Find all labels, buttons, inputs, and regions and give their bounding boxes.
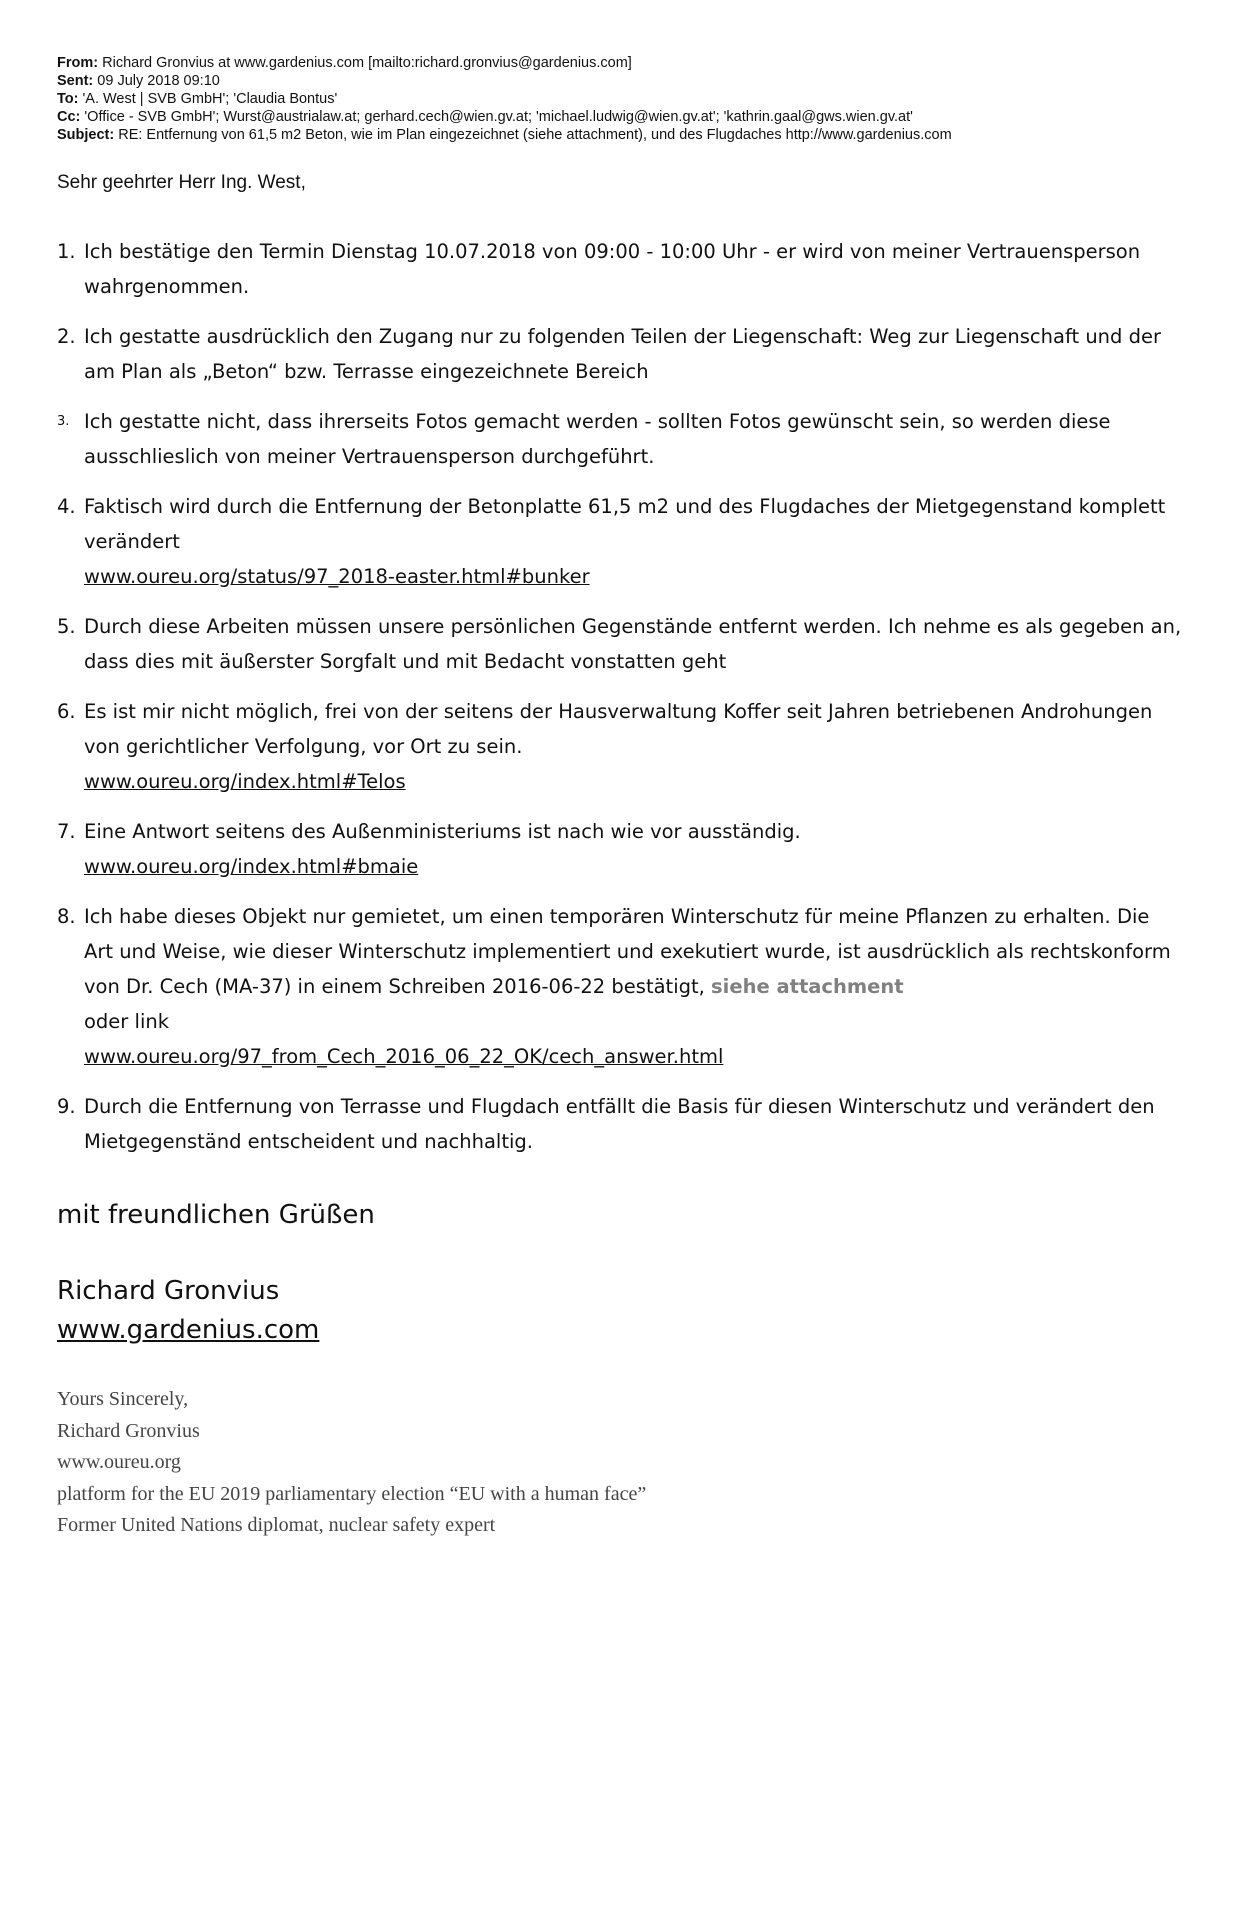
- item-text: Ich habe dieses Objekt nur gemietet, um einen temporären Winterschutz für meine Pflanzen zu erhalten. Die Art und Weise, wie dieser Winterschutz implementiert und exekutiert wurde, ist ausdrücklich als rechtskonform von Dr. Cech (MA-37) in einem Schreiben 2016-06-22 bestätigt,: [84, 905, 1171, 998]
- item-continuation: oder link: [84, 1010, 170, 1033]
- to-value: 'A. West | SVB GmbH'; 'Claudia Bontus': [82, 91, 338, 107]
- list-item: [57, 899, 1182, 1074]
- list-item: [57, 1089, 1182, 1159]
- item-text: Eine Antwort seitens des Außenministeriums ist nach wie vor ausständig.: [84, 820, 801, 843]
- item-text: Durch die Entfernung von Terrasse und Flugdach entfällt die Basis für diesen Winterschutz und verändert den Mietgegenständ entscheident und nachhaltig.: [84, 1095, 1155, 1153]
- item-number: 5.: [57, 615, 76, 638]
- list-item: [57, 404, 1182, 474]
- subject-value: RE: Entfernung von 61,5 m2 Beton, wie im Plan eingezeichnet (siehe attachment), und des Flugdaches http://www.gardenius.com: [118, 127, 952, 143]
- list-item: [57, 609, 1182, 679]
- footer-line: www.oureu.org: [57, 1451, 181, 1473]
- item-text: Faktisch wird durch die Entfernung der Betonplatte 61,5 m2 und des Flugdaches der Mietgegenstand komplett verändert: [84, 495, 1166, 553]
- english-signature-block: [57, 1384, 646, 1542]
- item-text: Ich bestätige den Termin Dienstag 10.07.2018 von 09:00 - 10:00 Uhr - er wird von meiner Vertrauensperson wahrgenommen.: [84, 240, 1141, 298]
- footer-line: Yours Sincerely,: [57, 1388, 189, 1410]
- from-value: Richard Gronvius at www.gardenius.com [mailto:richard.gronvius@gardenius.com]: [102, 55, 632, 71]
- closing-phrase: mit freundlichen Grüßen: [57, 1200, 375, 1230]
- header-subject-row: [57, 126, 1207, 144]
- item-number: 7.: [57, 820, 76, 843]
- to-label: To:: [57, 91, 79, 107]
- item-number: 3.: [57, 414, 70, 429]
- list-item: [57, 694, 1182, 799]
- item-text-block: [84, 899, 1182, 1004]
- footer-line: platform for the EU 2019 parliamentary election “EU with a human face”: [57, 1482, 647, 1505]
- item-number: 4.: [57, 495, 76, 518]
- from-label: From:: [57, 55, 99, 71]
- telos-link[interactable]: www.oureu.org/index.html#Telos: [84, 770, 406, 793]
- signature-name: Richard Gronvius: [57, 1276, 280, 1306]
- greeting: Sehr geehrter Herr Ing. West,: [57, 172, 306, 193]
- item-number: 9.: [57, 1095, 76, 1118]
- list-item: [57, 814, 1182, 884]
- item-text: Es ist mir nicht möglich, frei von der seitens der Hausverwaltung Koffer seit Jahren betriebenen Androhungen von gerichtlicher Verfolgung, vor Ort zu sein.: [84, 700, 1153, 758]
- header-to-row: [57, 90, 1207, 108]
- subject-label: Subject:: [57, 127, 115, 143]
- item-number: 2.: [57, 325, 76, 348]
- cc-value: 'Office - SVB GmbH'; Wurst@austrialaw.at; gerhard.cech@wien.gv.at; 'michael.ludwig@wien.gv.at'; 'kathrin.gaal@gws.wien.gv.at': [84, 109, 913, 125]
- item-number: 8.: [57, 905, 76, 928]
- item-text: Ich gestatte ausdrücklich den Zugang nur zu folgenden Teilen der Liegenschaft: Weg zur Liegenschaft und der am Plan als „Beton“ bzw. Terrasse eingezeichnete Bereich: [84, 325, 1162, 383]
- attachment-reference[interactable]: siehe attachment: [711, 975, 904, 998]
- header-cc-row: [57, 108, 1207, 126]
- item-text: Durch diese Arbeiten müssen unsere persönlichen Gegenstände entfernt werden. Ich nehme es als gegeben an, dass dies mit äußerster Sorgfalt und mit Bedacht vonstatten geht: [84, 615, 1182, 673]
- item-number: 1.: [57, 240, 76, 263]
- item-text: Ich gestatte nicht, dass ihrerseits Fotos gemacht werden - sollten Fotos gewünscht sein, so werden diese ausschlieslich von meiner Vertrauensperson durchgeführt.: [84, 410, 1111, 468]
- list-item: [57, 319, 1182, 389]
- bmaie-link[interactable]: www.oureu.org/index.html#bmaie: [84, 855, 419, 878]
- item-number: 6.: [57, 700, 76, 723]
- numbered-list: [57, 234, 1182, 1174]
- status-bunker-link[interactable]: www.oureu.org/status/97_2018-easter.html#bunker: [84, 565, 590, 588]
- header-sent-row: [57, 72, 1207, 90]
- header-from-row: [57, 54, 1207, 72]
- cc-label: Cc:: [57, 109, 81, 125]
- sent-label: Sent:: [57, 73, 94, 89]
- sent-value: 09 July 2018 09:10: [97, 73, 220, 89]
- list-item: [57, 234, 1182, 304]
- cech-answer-link[interactable]: www.oureu.org/97_from_Cech_2016_06_22_OK/cech_answer.html: [84, 1045, 724, 1068]
- signature-website-link[interactable]: www.gardenius.com: [57, 1315, 320, 1345]
- email-header: [57, 54, 1207, 144]
- footer-line: Former United Nations diplomat, nuclear safety expert: [57, 1514, 496, 1536]
- footer-line: Richard Gronvius: [57, 1419, 200, 1442]
- list-item: [57, 489, 1182, 594]
